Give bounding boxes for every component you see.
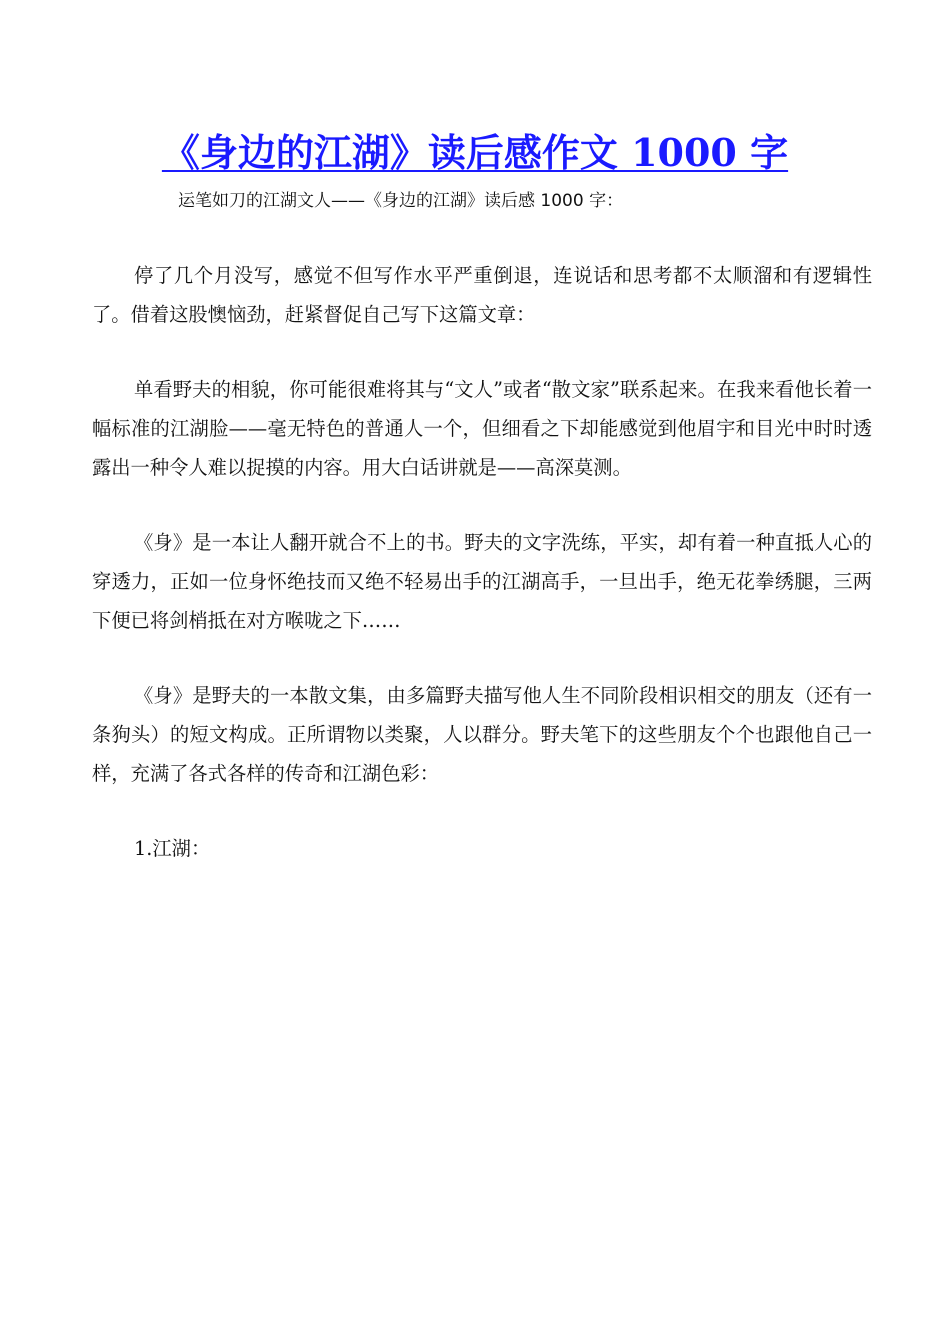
paragraph: 停了几个月没写，感觉不但写作水平严重倒退，连说话和思考都不太顺溜和有逻辑性了。借着这股懊恼劲，赶紧督促自己写下这篇文章： [92,264,872,327]
paragraph: 《身》是野夫的一本散文集，由多篇野夫描写他人生不同阶段相识相交的朋友（还有一条狗头）的短文构成。正所谓物以类聚，人以群分。野夫笔下的这些朋友个个也跟他自己一样，充满了各式各样的传奇和江湖色彩： [92,683,872,786]
document-title [0,128,950,178]
list-item: 1.江湖： [134,836,211,860]
document-subtitle: 运笔如刀的江湖文人——《身边的江湖》读后感 1000 字： [178,191,624,211]
document-body [92,256,872,868]
paragraph: 《身》是一本让人翻开就合不上的书。野夫的文字洗练，平实，却有着一种直抵人心的穿透力，正如一位身怀绝技而又绝不轻易出手的江湖高手，一旦出手，绝无花拳绣腿，三两下便已将剑梢抵在对方喉咙之下…… [92,530,872,633]
title-link[interactable]: 《身边的江湖》读后感作文 1000 字 [161,130,789,175]
paragraph: 单看野夫的相貌，你可能很难将其与“文人”或者“散文家”联系起来。在我来看他长着一幅标准的江湖脸——毫无特色的普通人一个，但细看之下却能感觉到他眉宇和目光中时时透露出一种令人难以捉摸的内容。用大白话讲就是——高深莫测。 [92,377,872,480]
